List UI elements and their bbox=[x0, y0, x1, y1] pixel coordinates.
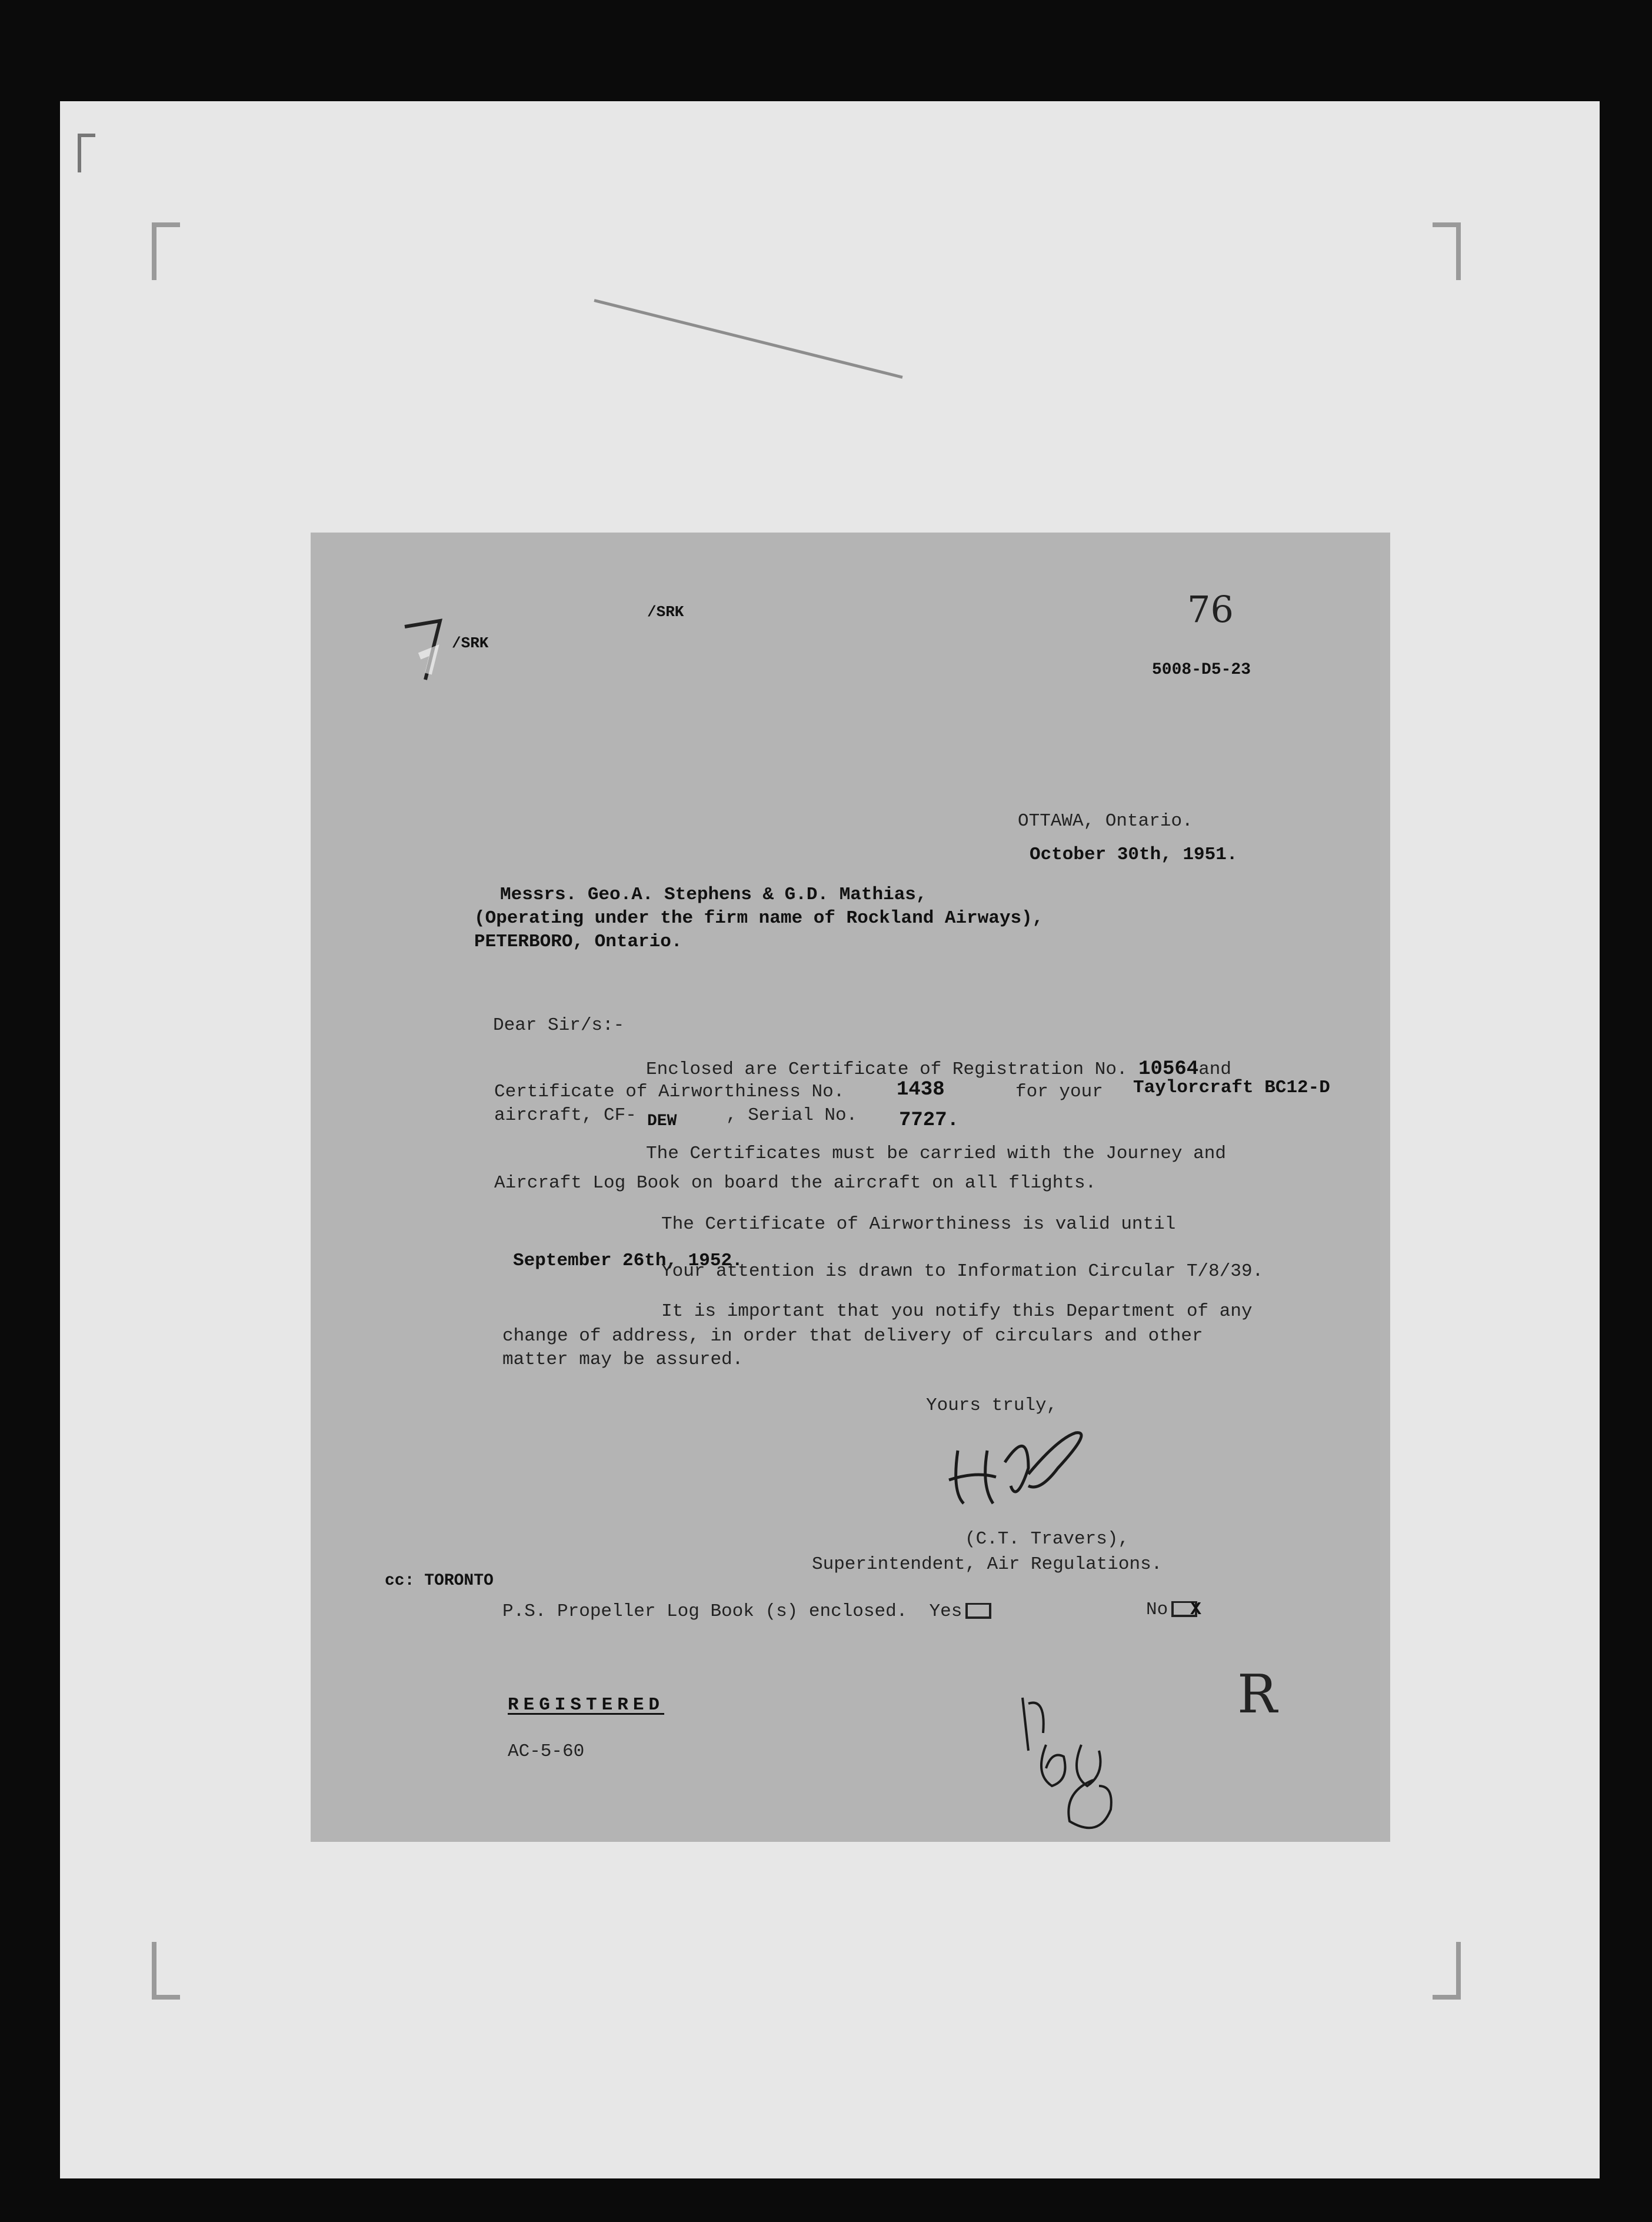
airworthiness-number: 1438 bbox=[897, 1079, 945, 1101]
carbon-copy: cc: TORONTO bbox=[385, 1572, 494, 1590]
yes-checkbox bbox=[965, 1603, 991, 1619]
postscript-no: No X bbox=[1146, 1599, 1201, 1620]
handwritten-r: R bbox=[1237, 1664, 1277, 1725]
aircraft-type: Taylorcraft BC12-D bbox=[1133, 1077, 1330, 1098]
crop-mark bbox=[1433, 1942, 1461, 2000]
dateline-place: OTTAWA, Ontario. bbox=[1018, 811, 1193, 831]
body-text: Enclosed are Certificate of Registration No. 10564and bbox=[646, 1058, 1231, 1080]
handwritten-check-mark bbox=[399, 615, 452, 686]
body-text: The Certificates must be carried with the Journey and bbox=[646, 1143, 1226, 1164]
valid-until-date: September 26th, 1952. bbox=[513, 1250, 743, 1271]
signatory-title: Superintendent, Air Regulations. bbox=[812, 1554, 1163, 1575]
registration-mark: DEW bbox=[647, 1112, 677, 1130]
initials-left: /SRK bbox=[452, 634, 489, 652]
body-text: change of address, in order that delivery of circulars and other bbox=[502, 1326, 1203, 1346]
signature bbox=[940, 1415, 1105, 1509]
file-number: 5008-D5-23 bbox=[1152, 661, 1251, 679]
salutation: Dear Sir/s:- bbox=[493, 1015, 625, 1036]
crop-mark bbox=[1433, 222, 1461, 280]
serial-number: 7727. bbox=[899, 1109, 960, 1132]
signatory: (C.T. Travers), bbox=[965, 1529, 1130, 1549]
crop-mark bbox=[152, 1942, 180, 2000]
initials-mid: /SRK bbox=[647, 603, 684, 621]
body-text: for your bbox=[1015, 1082, 1103, 1102]
address-line: Messrs. Geo.A. Stephens & G.D. Mathias, bbox=[500, 884, 927, 905]
registered-stamp: REGISTERED bbox=[508, 1695, 665, 1715]
body-text: Aircraft Log Book on board the aircraft on all flights. bbox=[494, 1173, 1097, 1193]
body-text: Your attention is drawn to Information Circular T/8/39. bbox=[661, 1261, 1264, 1282]
postscript: P.S. Propeller Log Book (s) enclosed. Yes bbox=[502, 1602, 991, 1621]
body-text: Certificate of Airworthiness No. bbox=[494, 1082, 845, 1102]
address-line: PETERBORO, Ontario. bbox=[474, 932, 682, 952]
form-code: AC-5-60 bbox=[508, 1741, 585, 1762]
page-number: 76 bbox=[1187, 588, 1234, 631]
body-text: It is important that you notify this Department of any bbox=[661, 1301, 1253, 1322]
body-text: The Certificate of Airworthiness is valid until bbox=[661, 1214, 1176, 1235]
handwritten-initials bbox=[1011, 1686, 1134, 1839]
registration-number: 10564 bbox=[1138, 1058, 1199, 1080]
dateline-date: October 30th, 1951. bbox=[1030, 844, 1238, 865]
body-text: matter may be assured. bbox=[502, 1349, 744, 1370]
corner-mark bbox=[78, 134, 95, 172]
crop-mark bbox=[152, 222, 180, 280]
valediction: Yours truly, bbox=[926, 1395, 1058, 1416]
letter-sheet bbox=[311, 533, 1390, 1842]
body-text: aircraft, CF- bbox=[494, 1105, 637, 1126]
body-text: , Serial No. bbox=[726, 1105, 858, 1126]
address-line: (Operating under the firm name of Rockland Airways), bbox=[474, 908, 1044, 929]
